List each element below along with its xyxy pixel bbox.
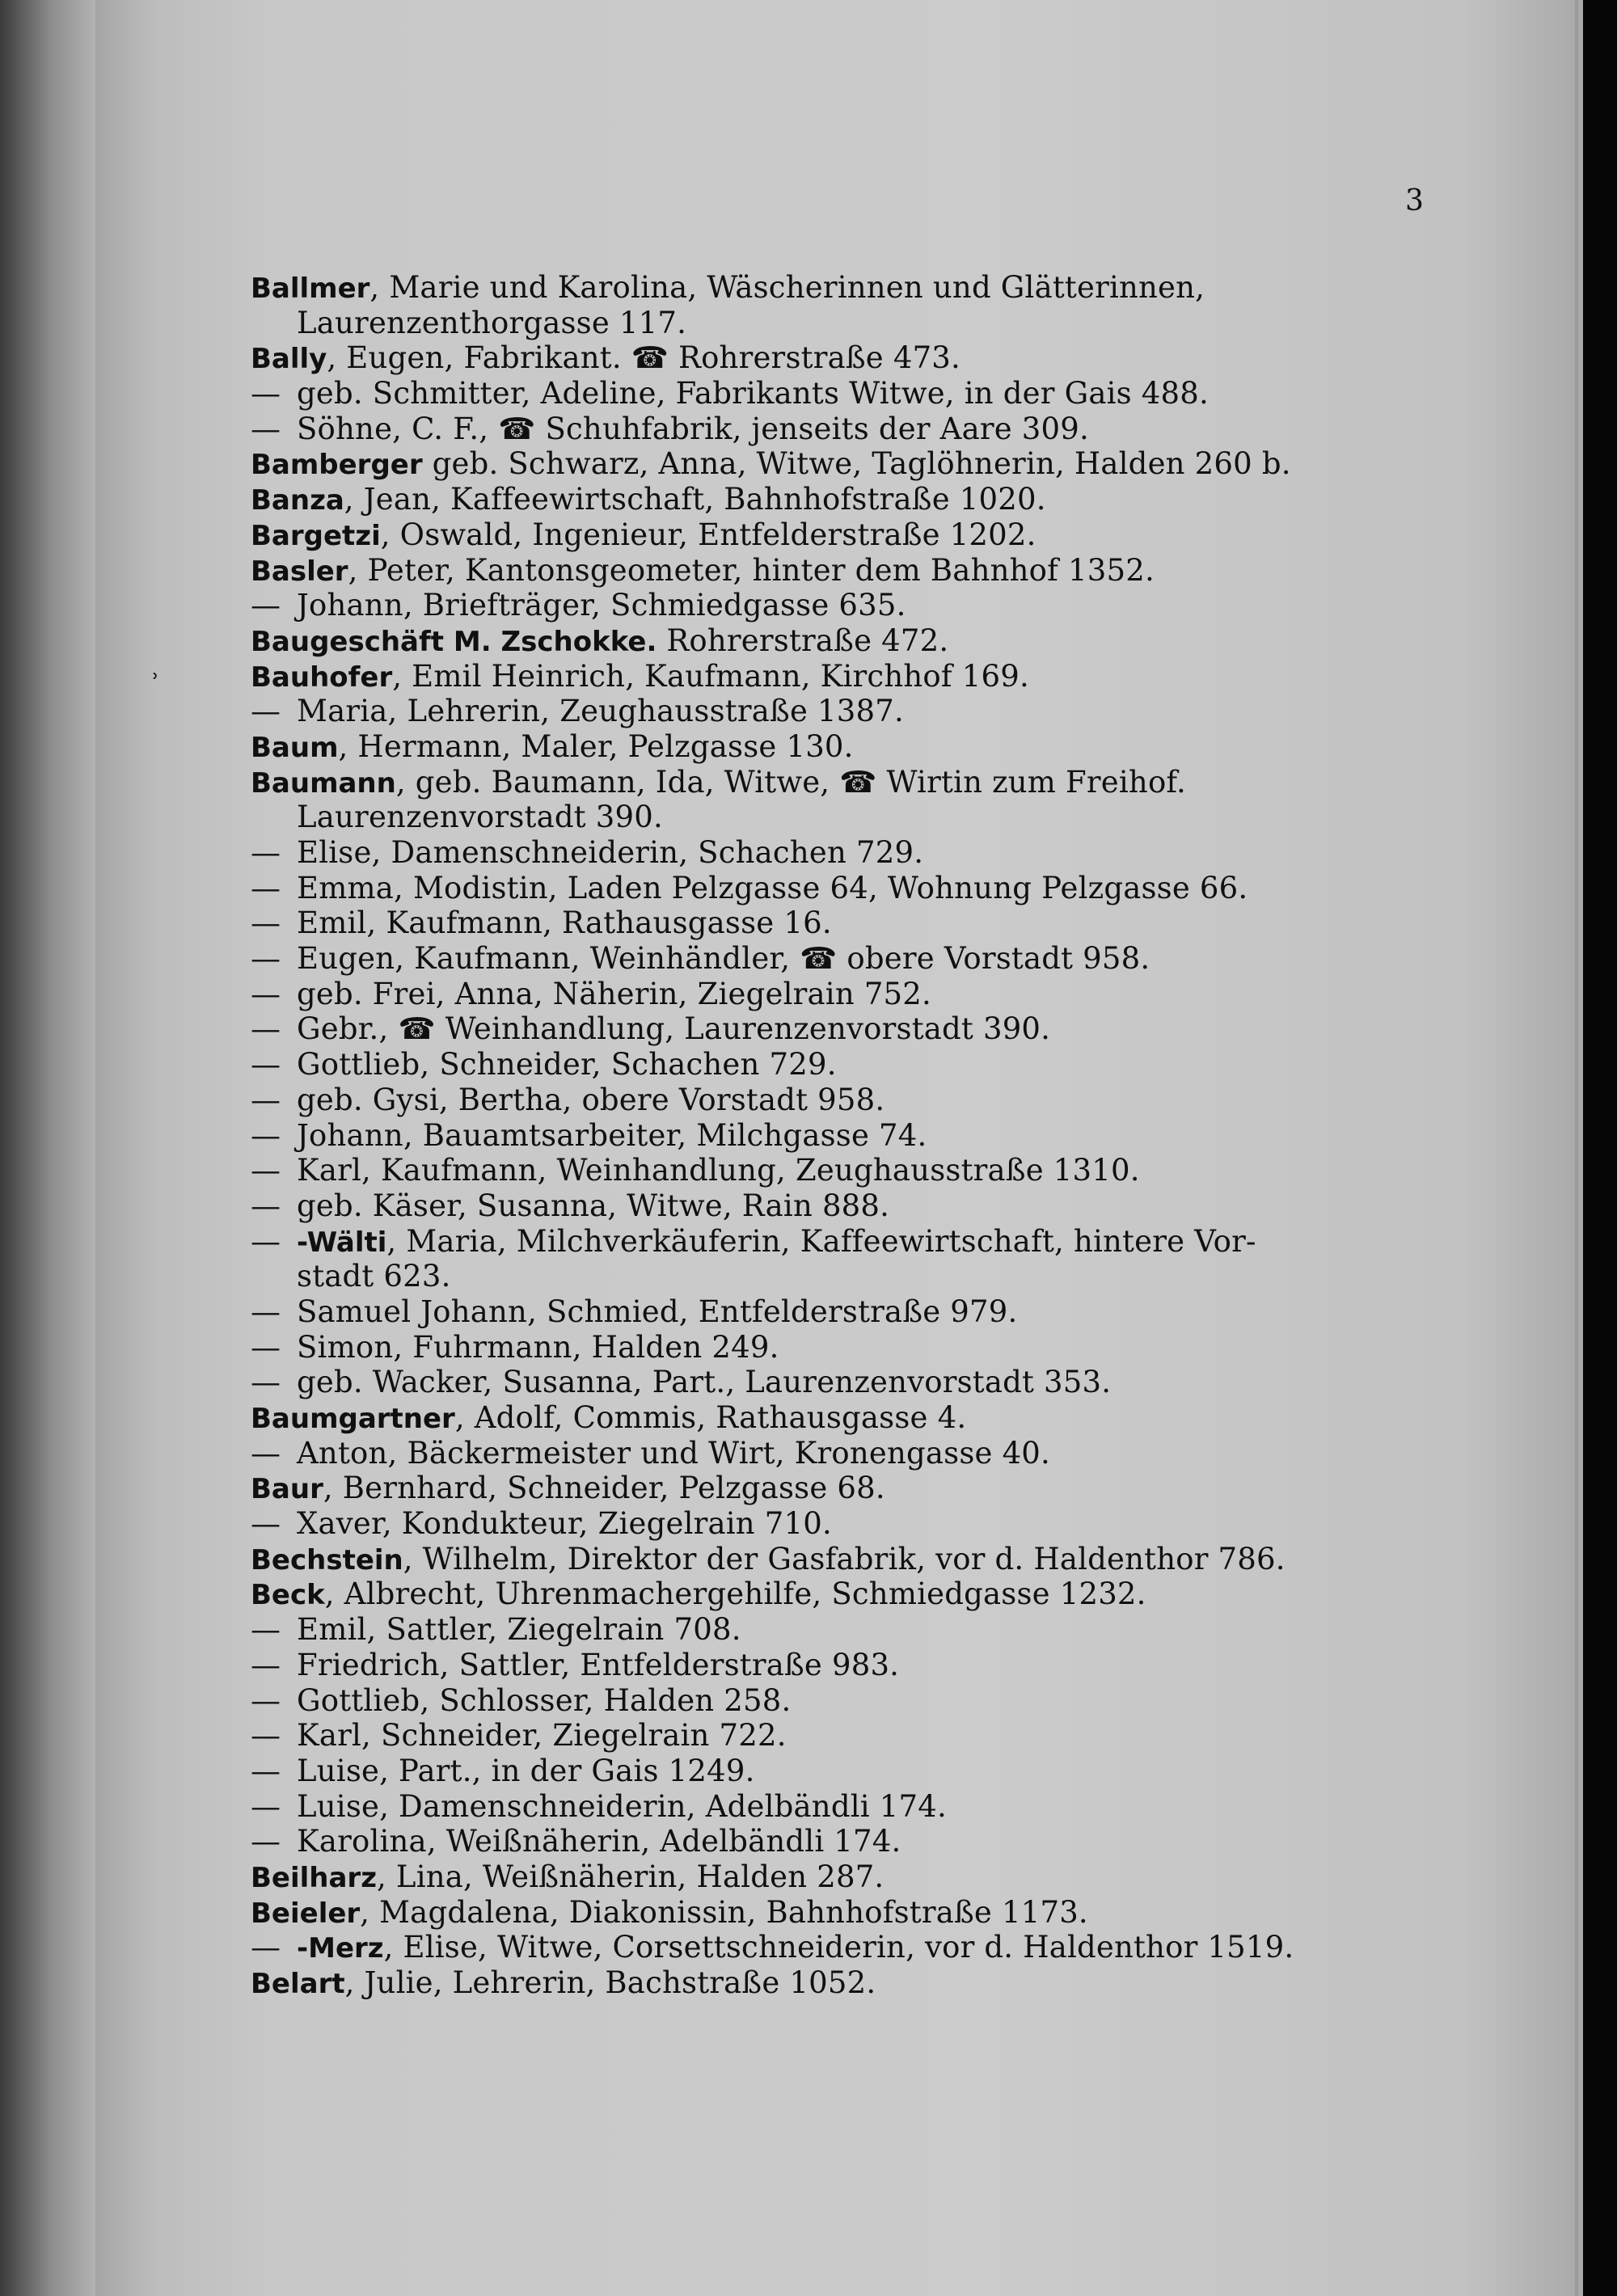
directory-entry: [251, 1330, 1439, 1365]
entry-details: Laurenzenvorstadt 390.: [297, 800, 663, 835]
repeat-dash: —: [251, 1435, 281, 1471]
entry-details: geb. Schwarz, Anna, Witwe, Taglöhnerin, Halden 260 b.: [422, 446, 1291, 482]
directory-entry: [251, 1824, 1439, 1859]
directory-entry: [251, 1718, 1439, 1754]
repeat-dash: —: [251, 1223, 281, 1259]
directory-entry: [251, 1224, 1439, 1260]
entry-details: , Eugen, Fabrikant. ☎ Rohrerstraße 473.: [327, 340, 961, 376]
entry-details: Xaver, Kondukteur, Ziegelrain 710.: [297, 1506, 832, 1542]
entry-details: , Peter, Kantonsgeometer, hinter dem Bahnhof 1352.: [348, 552, 1155, 588]
directory-entry: [251, 1789, 1439, 1825]
repeat-dash: —: [251, 1117, 281, 1153]
entry-surname: Bally: [251, 343, 327, 376]
directory-entry: [251, 1118, 1439, 1154]
entry-details: , Magdalena, Diakonissin, Bahnhofstraße 1173.: [360, 1894, 1088, 1930]
directory-entry: [251, 1683, 1439, 1719]
entry-continuation: [251, 800, 1439, 835]
directory-entry: [251, 941, 1439, 977]
entry-details: Luise, Damenschneiderin, Adelbändli 174.: [297, 1788, 947, 1824]
directory-entry: [251, 1648, 1439, 1683]
entry-details: Simon, Fuhrmann, Halden 249.: [297, 1329, 779, 1365]
entry-details: Karolina, Weißnäherin, Adelbändli 174.: [297, 1824, 901, 1859]
repeat-dash: —: [251, 1788, 281, 1824]
directory-entry: [251, 517, 1439, 553]
directory-entry: [251, 1506, 1439, 1542]
repeat-dash: —: [251, 1682, 281, 1718]
entry-details: Gebr., ☎ Weinhandlung, Laurenzenvorstadt 390.: [297, 1011, 1051, 1047]
page-edge: [1575, 0, 1578, 2296]
entry-surname: Banza: [251, 484, 344, 517]
directory-entry: [251, 871, 1439, 906]
entry-surname: -Merz: [297, 1932, 384, 1965]
repeat-dash: —: [251, 1647, 281, 1682]
directory-entries: [251, 270, 1439, 2001]
entry-details: Luise, Part., in der Gais 1249.: [297, 1753, 755, 1788]
entry-details: , Jean, Kaffeewirtschaft, Bahnhofstraße 1020.: [344, 482, 1046, 517]
repeat-dash: —: [251, 588, 281, 623]
entry-details: , Hermann, Maler, Pelzgasse 130.: [338, 728, 854, 764]
repeat-dash: —: [251, 1153, 281, 1188]
entry-details: , Bernhard, Schneider, Pelzgasse 68.: [323, 1471, 885, 1506]
entry-details: geb. Schmitter, Adeline, Fabrikants Witwe, in der Gais 488.: [297, 376, 1209, 412]
entry-details: Elise, Damenschneiderin, Schachen 729.: [297, 835, 924, 870]
entry-details: , Maria, Milchverkäuferin, Kaffeewirtschaft, hintere Vor-: [386, 1223, 1256, 1259]
repeat-dash: —: [251, 1753, 281, 1788]
repeat-dash: —: [251, 1329, 281, 1365]
entry-surname: Bechstein: [251, 1543, 403, 1576]
entry-details: geb. Frei, Anna, Näherin, Ziegelrain 752.: [297, 976, 932, 1011]
entry-surname: Baumgartner: [251, 1403, 455, 1435]
book-spine: [0, 0, 95, 2296]
directory-entry: [251, 835, 1439, 871]
directory-entry: [251, 412, 1439, 447]
repeat-dash: —: [251, 1824, 281, 1859]
entry-surname: Baumann: [251, 766, 396, 800]
entry-surname: Bamberger: [251, 449, 423, 482]
margin-mark: ʾ: [152, 669, 160, 698]
directory-entry: [251, 659, 1439, 694]
entry-surname: Belart: [251, 1968, 345, 2000]
directory-entry: [251, 1859, 1439, 1895]
entry-surname: Bauhofer: [251, 661, 393, 694]
repeat-dash: —: [251, 411, 281, 446]
directory-entry: [251, 1754, 1439, 1789]
repeat-dash: —: [251, 941, 281, 977]
directory-entry: [251, 270, 1439, 306]
repeat-dash: —: [251, 1082, 281, 1117]
entry-details: , Julie, Lehrerin, Bachstraße 1052.: [344, 1965, 876, 2000]
entry-details: , geb. Baumann, Ida, Witwe, ☎ Wirtin zum Freihof.: [395, 764, 1186, 800]
directory-entry: [251, 1436, 1439, 1471]
directory-entry: [251, 977, 1439, 1012]
repeat-dash: —: [251, 1718, 281, 1754]
entry-details: , Wilhelm, Direktor der Gasfabrik, vor d. Haldenthor 786.: [403, 1541, 1286, 1576]
directory-entry: [251, 446, 1439, 482]
directory-entry: [251, 1965, 1439, 2001]
directory-entry: [251, 1188, 1439, 1224]
repeat-dash: —: [251, 1365, 281, 1400]
entry-details: Johann, Briefträger, Schmiedgasse 635.: [297, 588, 906, 623]
directory-entry: [251, 765, 1439, 800]
directory-entry: [251, 1930, 1439, 1965]
directory-entry: [251, 1047, 1439, 1083]
repeat-dash: —: [251, 1930, 281, 1965]
entry-details: , Emil Heinrich, Kaufmann, Kirchhof 169.: [392, 658, 1029, 694]
entry-surname: Ballmer: [251, 272, 370, 305]
entry-details: Emil, Sattler, Ziegelrain 708.: [297, 1612, 741, 1648]
entry-surname: Baur: [251, 1473, 323, 1506]
repeat-dash: —: [251, 1294, 281, 1329]
entry-details: Friedrich, Sattler, Entfelderstraße 983.: [297, 1647, 900, 1682]
entry-details: Karl, Kaufmann, Weinhandlung, Zeughausstraße 1310.: [297, 1153, 1140, 1188]
directory-entry: [251, 482, 1439, 517]
directory-entry: [251, 1365, 1439, 1400]
directory-entry: [251, 623, 1439, 659]
entry-surname: -Wälti: [297, 1226, 387, 1259]
repeat-dash: —: [251, 1188, 281, 1223]
entry-details: , Albrecht, Uhrenmachergehilfe, Schmiedgasse 1232.: [324, 1576, 1146, 1612]
entry-details: , Elise, Witwe, Corsettschneiderin, vor d. Haldenthor 1519.: [383, 1930, 1294, 1965]
entry-details: , Oswald, Ingenieur, Entfelderstraße 1202.: [380, 517, 1036, 552]
entry-details: Laurenzenthorgasse 117.: [297, 305, 687, 340]
entry-surname: Beck: [251, 1579, 325, 1612]
entry-details: Maria, Lehrerin, Zeughausstraße 1387.: [297, 694, 904, 729]
directory-entry: [251, 1542, 1439, 1577]
directory-page: [95, 0, 1583, 2296]
directory-entry: [251, 340, 1439, 376]
directory-entry: [251, 1083, 1439, 1118]
entry-details: geb. Käser, Susanna, Witwe, Rain 888.: [297, 1188, 890, 1223]
entry-details: , Marie und Karolina, Wäscherinnen und Glätterinnen,: [369, 270, 1205, 305]
entry-details: Emma, Modistin, Laden Pelzgasse 64, Wohnung Pelzgasse 66.: [297, 870, 1248, 905]
entry-details: Karl, Schneider, Ziegelrain 722.: [297, 1718, 787, 1754]
repeat-dash: —: [251, 1506, 281, 1542]
entry-details: Gottlieb, Schlosser, Halden 258.: [297, 1682, 792, 1718]
entry-details: stadt 623.: [297, 1259, 451, 1294]
directory-entry: [251, 905, 1439, 941]
directory-entry: [251, 1576, 1439, 1612]
entry-details: Gottlieb, Schneider, Schachen 729.: [297, 1047, 837, 1083]
entry-details: geb. Gysi, Bertha, obere Vorstadt 958.: [297, 1082, 885, 1117]
entry-details: Eugen, Kaufmann, Weinhändler, ☎ obere Vorstadt 958.: [297, 941, 1150, 977]
entry-details: Emil, Kaufmann, Rathausgasse 16.: [297, 905, 832, 941]
entry-details: Anton, Bäckermeister und Wirt, Kronengasse 40.: [297, 1435, 1051, 1471]
directory-entry: [251, 588, 1439, 623]
entry-details: Johann, Bauamtsarbeiter, Milchgasse 74.: [297, 1117, 927, 1153]
entry-surname: Baugeschäft M. Zschokke.: [251, 625, 657, 658]
entry-continuation: [251, 306, 1439, 341]
entry-details: Rohrerstraße 472.: [657, 623, 949, 658]
page-number: 3: [1405, 184, 1424, 217]
entry-details: Söhne, C. F., ☎ Schuhfabrik, jenseits der Aare 309.: [297, 411, 1089, 446]
directory-entry: [251, 553, 1439, 589]
directory-entry: [251, 376, 1439, 412]
directory-entry: [251, 694, 1439, 729]
repeat-dash: —: [251, 1011, 281, 1047]
repeat-dash: —: [251, 976, 281, 1011]
repeat-dash: —: [251, 1612, 281, 1648]
entry-surname: Beieler: [251, 1897, 361, 1930]
directory-entry: [251, 1895, 1439, 1931]
directory-entry: [251, 1153, 1439, 1188]
directory-entry: [251, 1400, 1439, 1436]
entry-details: , Adolf, Commis, Rathausgasse 4.: [454, 1400, 967, 1435]
repeat-dash: —: [251, 694, 281, 729]
repeat-dash: —: [251, 870, 281, 905]
entry-continuation: [251, 1259, 1439, 1294]
scan-background: [1583, 0, 1617, 2296]
directory-entry: [251, 729, 1439, 765]
entry-details: , Lina, Weißnäherin, Halden 287.: [377, 1859, 884, 1894]
repeat-dash: —: [251, 376, 281, 412]
entry-surname: Basler: [251, 555, 348, 588]
directory-entry: [251, 1612, 1439, 1648]
repeat-dash: —: [251, 1047, 281, 1083]
entry-details: Samuel Johann, Schmied, Entfelderstraße 979.: [297, 1294, 1018, 1329]
repeat-dash: —: [251, 905, 281, 941]
entry-surname: Baum: [251, 731, 339, 764]
entry-details: geb. Wacker, Susanna, Part., Laurenzenvorstadt 353.: [297, 1365, 1112, 1400]
directory-entry: [251, 1011, 1439, 1047]
directory-entry: [251, 1294, 1439, 1330]
entry-surname: Bargetzi: [251, 519, 381, 552]
entry-surname: Beilharz: [251, 1861, 377, 1894]
repeat-dash: —: [251, 835, 281, 870]
directory-entry: [251, 1471, 1439, 1506]
